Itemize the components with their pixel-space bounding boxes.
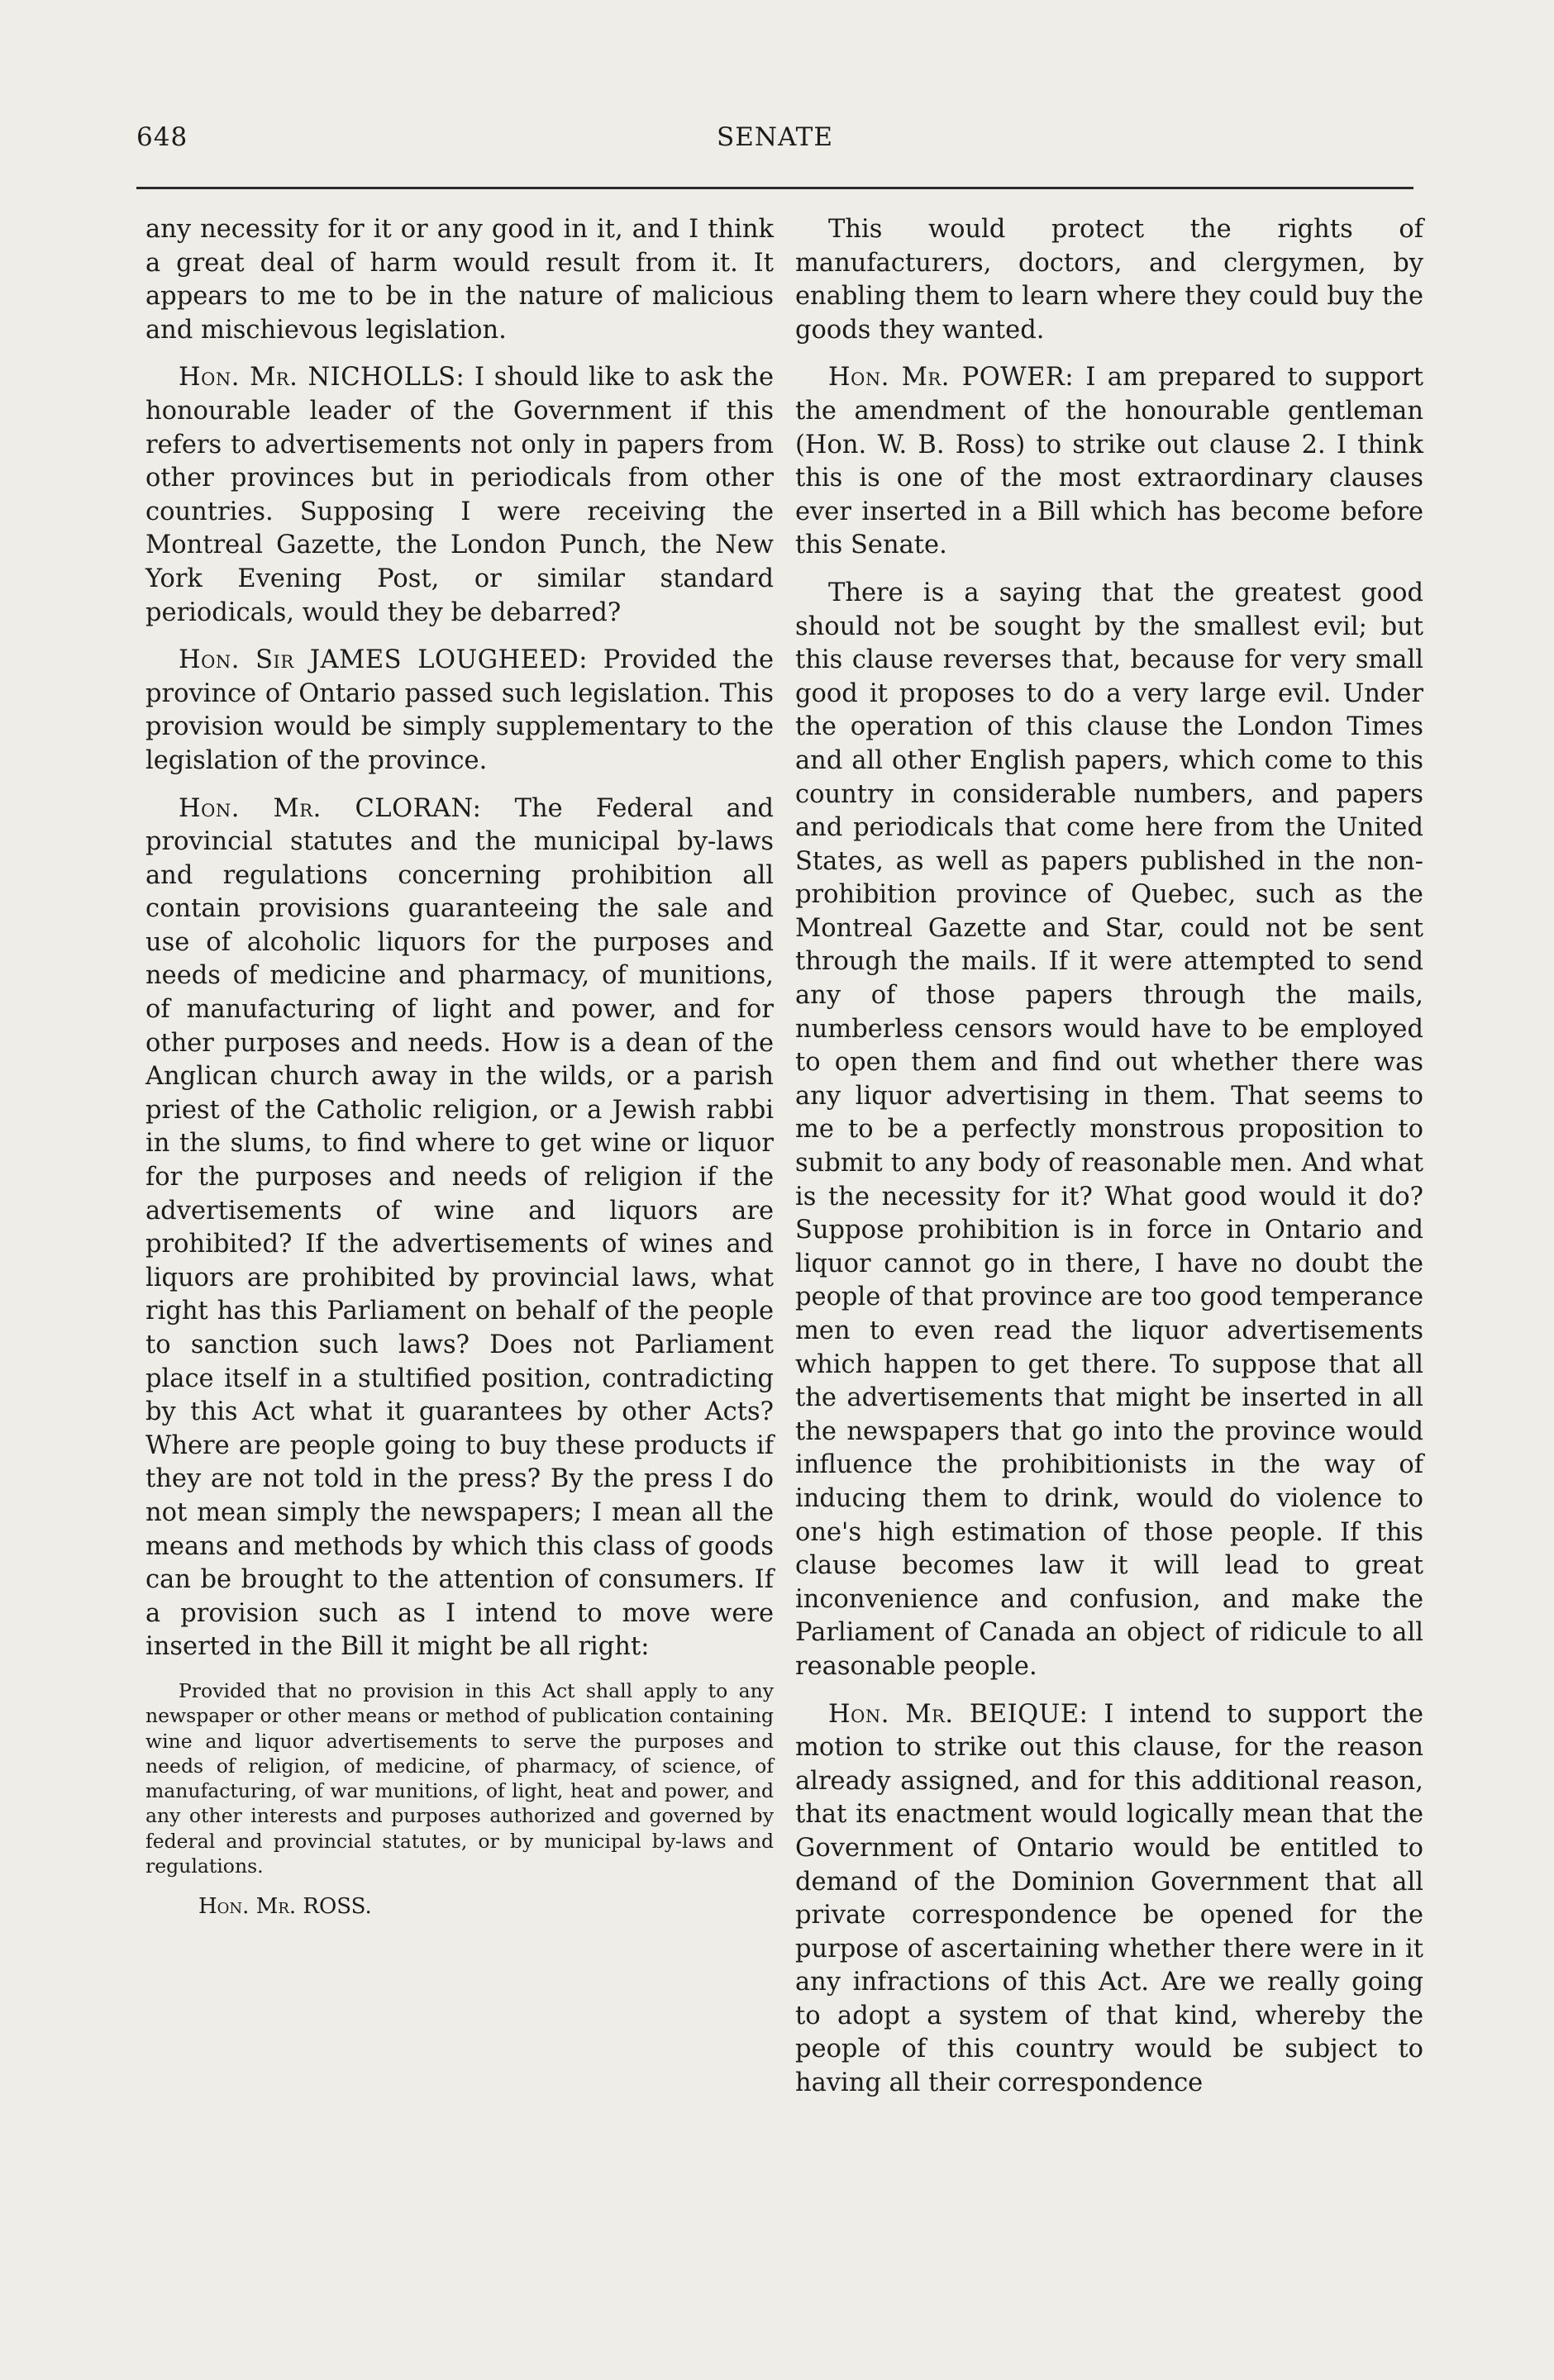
speaker-name: Hon. Sir JAMES LOUGHEED: — [179, 645, 588, 675]
speaker-name: Hon. Mr. POWER: — [828, 363, 1075, 393]
page-header — [136, 122, 1413, 172]
speaker-name: Hon. Mr. NICHOLLS: — [179, 363, 465, 393]
speech-text: I should like to ask the honourable leader of the Government if this refers to advertisements not only in papers from other provinces but in periodicals from other countries. Supposing I were receiving the Montreal Gazette, the London Punch, the New York Evening Post, or similar standard periodicals, would they be debarred? — [145, 363, 774, 627]
speech-nicholls — [145, 361, 774, 630]
speaker-name: Hon. Mr. BEIQUE: — [828, 1699, 1089, 1729]
speaker-name: Hon. Mr. CLORAN: — [179, 793, 482, 823]
proposed-amendment-quote: Provided that no provision in this Act shall apply to any newspaper or other means or method of publication containing wine and liquor advertisements to serve the purposes and needs of religion, of medicine, of pharmacy, of science, of manufacturing, of war munitions, of light, heat and power, and any other interests and purposes authorized and governed by federal and provincial statutes, or by municipal by-laws and regulations. — [145, 1678, 774, 1878]
header-rule — [136, 187, 1413, 189]
paragraph: There is a saying that the greatest good should not be sought by the smallest evil; but this clause reverses that, because for very small good it proposes to do a very large evil. Under the operation of this clause the London Times and all other English papers, which come to this country in considerable numbers, and papers and periodicals that come here from the United States, as well as papers published in the non-prohibition province of Quebec, such as the Montreal Gazette and Star, could not be sent through the mails. If it were attempted to send any of those papers through the mails, numberless censors would have to be employed to open them and find out whether there was any liquor advertising in them. That seems to me to be a perfectly monstrous proposition to submit to any body of reasonable men. And what is the necessity for it? What good would it do? Suppose prohibition is in force in Ontario and liquor cannot go in there, I have no doubt the people of that province are too good temperance men to even read the liquor advertisements which happen to get there. To suppose that all the advertisements that might be inserted in all the newspapers that go into the province would influence the prohibitionists in the way of inducing them to drink, would do violence to one's high estimation of those people. If this clause becomes law it will lead to great inconvenience and confusion, and make the Parliament of Canada an object of ridicule to all reasonable people. — [795, 578, 1423, 1681]
speech-text: I intend to support the motion to strike out this clause, for the reason already assigned, and for this additional reason, that its enactment would logically mean that the Government of Ontario would be entitled to demand of the Dominion Government that all private correspondence be opened for the purpose of ascertaining whether there were in it any infractions of this Act. Are we really going to adopt a system of that kind, whereby the people of this country would be subject to having all their correspondence — [795, 1699, 1423, 2098]
speech-text: I am prepared to support the amendment of the honourable gentleman (Hon. W. B. Ross) to strike out clause 2. I think this is one of the most extraordinary clauses ever inserted in a Bill which has become before this Senate. — [795, 363, 1423, 560]
speech-text: Provided the province of Ontario passed such legislation. This provision would be simply supplementary to the legislation of the province. — [145, 645, 774, 775]
speech-lougheed — [145, 644, 774, 778]
right-column — [795, 213, 1423, 2115]
page-number: 648 — [136, 122, 188, 152]
paragraph: This would protect the rights of manufacturers, doctors, and clergymen, by enabling them to learn where they could buy the goods they wanted. — [795, 215, 1423, 345]
amendment-mover: Hon. Mr. ROSS. — [198, 1894, 372, 1920]
left-column — [145, 213, 774, 1924]
speech-text: The Federal and provincial statutes and the municipal by-laws and regulations concerning prohibition all contain provisions guaranteeing the sale and use of alcoholic liquors for the purposes and needs of medicine and pharmacy, of munitions, of manufacturing of light and power, and for other purposes and needs. How is a dean of the Anglican church away in the wilds, or a parish priest of the Catholic religion, or a Jewish rabbi in the slums, to find where to get wine or liquor for the purposes and needs of religion if the advertisements of wine and liquors are prohibited? If the advertisements of wines and liquors are prohibited by provincial laws, what right has this Parliament on behalf of the people to sanction such laws? Does not Parliament place itself in a stultified position, contradicting by this Act what it guarantees by other Acts? Where are people going to buy these products if they are not told in the press? By the press I do not mean simply the newspapers; I mean all the means and methods by which this class of goods can be brought to the attention of consumers. If a provision such as I intend to move were inserted in the Bill it might be all right: — [145, 793, 774, 1662]
speech-power — [795, 361, 1423, 563]
speech-cloran — [145, 793, 774, 1664]
running-head: SENATE — [717, 122, 833, 152]
paragraph: any necessity for it or any good in it, and I think a great deal of harm would result from it. It appears to me to be in the nature of malicious and mischievous legislation. — [145, 215, 774, 345]
speech-beique — [795, 1698, 1423, 2101]
